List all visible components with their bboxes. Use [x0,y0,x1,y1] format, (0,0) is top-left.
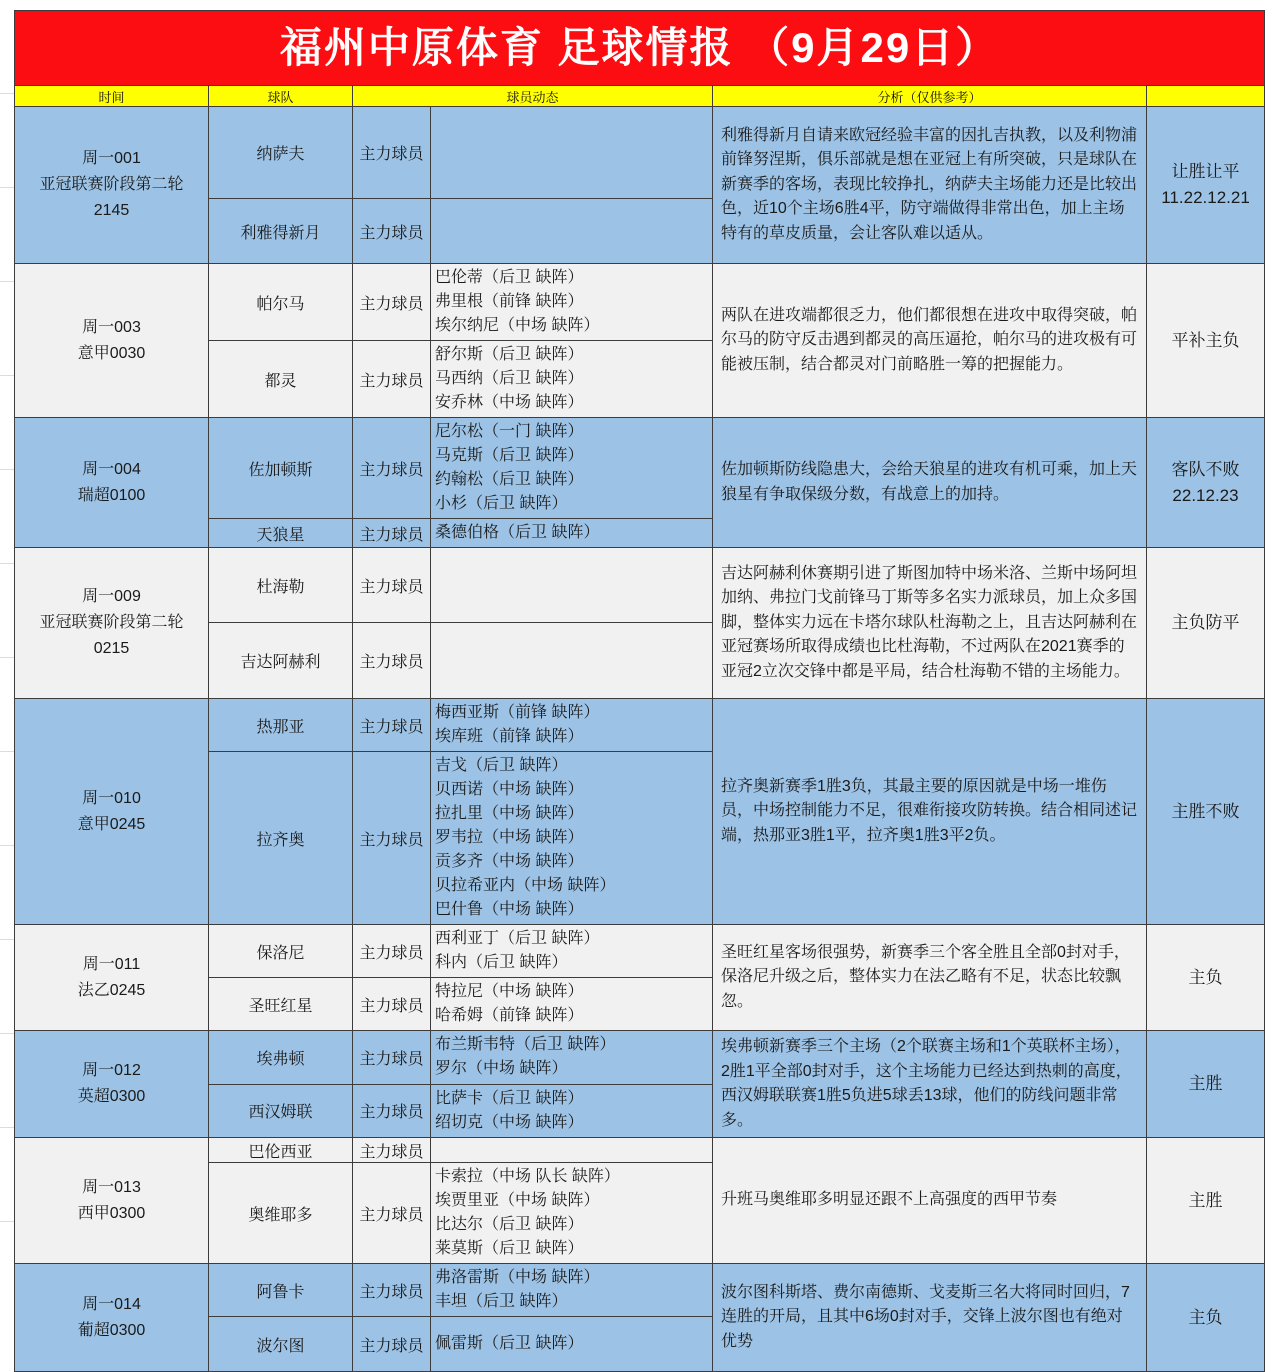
injury-line: 舒尔斯（后卫 缺阵） [435,346,584,363]
page-title: 福州中原体育 足球情报 （9月29日） [279,24,1000,71]
analysis-cell: 埃弗顿新赛季三个主场（2个联赛主场和1个英联杯主场），2胜1平全部0封对手，这个主场能力已经达到热刺的高度，西汉姆联联赛1胜5负进5球丢13球，他们的防线问题非常多。 [713,1031,1147,1138]
injury-line: 贝拉希亚内（中场 缺阵） [435,877,616,894]
injury-line: 小杉（后卫 缺阵） [435,495,568,512]
col-header-time: 时间 [15,86,209,107]
injury-line: 莱莫斯（后卫 缺阵） [435,1240,584,1257]
injuries-cell [431,1138,713,1163]
time-line: 2145 [93,202,130,219]
prediction-cell [1147,548,1265,699]
injuries-cell [431,925,713,978]
col-header-player-news: 球员动态 [353,86,713,107]
injury-line: 尼尔松（一门 缺阵） [435,423,584,440]
injury-line: 贝西诺（中场 缺阵） [435,781,584,798]
prediction-cell [1147,925,1265,1031]
time-line: 周一001 [82,150,141,167]
sheet [14,10,1264,1372]
prediction-cell [1147,699,1265,925]
match-row [15,418,1265,519]
injuries-cell [431,623,713,699]
team-cell: 天狼星 [209,519,353,548]
match-table [14,10,1265,1372]
injury-line: 科内（后卫 缺阵） [435,954,568,971]
col-header-team: 球队 [209,86,353,107]
injuries-cell [431,1031,713,1085]
team-cell: 波尔图 [209,1317,353,1372]
injury-line: 罗尔（中场 缺阵） [435,1060,568,1078]
team-cell: 纳萨夫 [209,107,353,199]
status-cell: 主力球员 [353,341,431,418]
injury-line: 贡多齐（中场 缺阵） [435,853,584,870]
time-cell [15,264,209,418]
match-row [15,925,1265,978]
time-line: 周一012 [82,1062,141,1079]
time-cell [15,1264,209,1372]
status-cell: 主力球员 [353,978,431,1031]
match-row [15,699,1265,752]
time-line: 意甲0030 [77,344,146,362]
time-cell [15,548,209,699]
injuries-cell [431,548,713,623]
injury-line: 丰坦（后卫 缺阵） [435,1293,568,1310]
time-cell [15,1031,209,1138]
time-cell [15,418,209,548]
analysis-cell: 两队在进攻端都很乏力，他们都很想在进攻中取得突破，帕尔马的防守反击遇到都灵的高压逼抢，帕尔马的进攻极有可能被压制，结合都灵对门前略胜一筹的把握能力。 [713,264,1147,418]
status-cell: 主力球员 [353,519,431,548]
injuries-cell [431,341,713,418]
injury-line: 哈希姆（前锋 缺阵） [435,1007,584,1024]
team-cell: 都灵 [209,341,353,418]
injury-line: 卡索拉（中场 队长 缺阵） [435,1168,620,1185]
prediction-line: 让胜让平 [1171,162,1240,181]
column-header-row [15,86,1265,107]
injury-line: 马西纳（后卫 缺阵） [435,370,584,387]
status-cell: 主力球员 [353,107,431,199]
prediction-line: 主胜 [1188,1074,1223,1093]
time-line: 西甲0300 [77,1204,146,1222]
time-line: 亚冠联赛阶段第二轮 [39,176,184,193]
team-cell: 阿鲁卡 [209,1264,353,1317]
time-cell [15,699,209,925]
injury-line: 弗洛雷斯（中场 缺阵） [435,1269,600,1286]
time-line: 亚冠联赛阶段第二轮 [39,614,184,631]
status-cell: 主力球员 [353,548,431,623]
time-line: 周一013 [82,1178,141,1196]
prediction-cell [1147,1264,1265,1372]
injury-line: 桑德伯格（后卫 缺阵） [435,524,600,541]
injury-line: 马克斯（后卫 缺阵） [435,447,584,464]
prediction-line: 主负 [1188,1307,1223,1327]
status-cell: 主力球员 [353,1264,431,1317]
injury-line: 埃尔纳尼（中场 缺阵） [435,317,600,334]
time-line: 周一004 [82,460,141,478]
injury-line: 弗里根（前锋 缺阵） [435,293,584,310]
status-cell: 主力球员 [353,752,431,925]
injury-line: 安乔林（中场 缺阵） [435,394,584,411]
analysis-cell: 吉达阿赫利休赛期引进了斯图加特中场米洛、兰斯中场阿坦加纳、弗拉门戈前锋马丁斯等多名实力派球员，加上众多国脚，整体实力远在卡塔尔球队杜海勒之上，且吉达阿赫利在亚冠赛场所取得成绩也比杜海勒，不过两队在2021赛季的亚冠2立次交锋中都是平局，结合杜海勒不错的主场能力。 [713,548,1147,699]
team-cell: 利雅得新月 [209,199,353,264]
analysis-cell: 圣旺红星客场很强势，新赛季三个客全胜且全部0封对手，保洛尼升级之后，整体实力在法乙略有不足，状态比较飘忽。 [713,925,1147,1031]
injuries-cell [431,107,713,199]
prediction-cell [1147,418,1265,548]
status-cell: 主力球员 [353,699,431,752]
analysis-cell: 佐加顿斯防线隐患大，会给天狼星的进攻有机可乘，加上天狼星有争取保级分数，有战意上的加持。 [713,418,1147,548]
injuries-cell [431,752,713,925]
prediction-cell [1147,1031,1265,1138]
prediction-cell [1147,264,1265,418]
prediction-line: 22.12.23 [1172,485,1239,505]
team-cell: 杜海勒 [209,548,353,623]
match-row [15,1264,1265,1317]
prediction-line: 平补主负 [1171,330,1240,350]
status-cell: 主力球员 [353,199,431,264]
analysis-cell: 利雅得新月自请来欧冠经验丰富的因扎吉执教，以及利物浦前锋努涅斯，俱乐部就是想在亚冠上有所突破，只是球队在新赛季的客场，表现比较挣扎，纳萨夫主场能力还是比较出色，近10个主场6胜4平，防守端做得非常出色，加上主场特有的草皮质量，会让客队难以适从。 [713,107,1147,264]
team-cell: 巴伦西亚 [209,1138,353,1163]
status-cell: 主力球员 [353,925,431,978]
injuries-cell [431,1163,713,1264]
match-row [15,548,1265,623]
analysis-cell: 升班马奥维耶多明显还跟不上高强度的西甲节奏 [713,1138,1147,1264]
injuries-cell [431,1264,713,1317]
injury-line: 埃库班（前锋 缺阵） [435,728,584,745]
match-row [15,1138,1265,1163]
time-line: 意甲0245 [77,815,146,833]
team-cell: 佐加顿斯 [209,418,353,519]
time-line: 法乙0245 [77,981,146,999]
prediction-line: 主胜不败 [1171,801,1240,821]
team-cell: 圣旺红星 [209,978,353,1031]
col-header-prediction [1147,86,1265,107]
time-line: 周一011 [82,955,141,973]
injury-line: 巴伦蒂（后卫 缺阵） [435,269,584,286]
injuries-cell [431,1317,713,1372]
status-cell: 主力球员 [353,623,431,699]
prediction-line: 客队不败 [1171,459,1240,479]
spreadsheet-gutter [0,0,14,1275]
status-cell: 主力球员 [353,418,431,519]
status-cell: 主力球员 [353,264,431,341]
time-line: 瑞超0100 [77,486,146,504]
injuries-cell [431,978,713,1031]
time-line: 葡超0300 [77,1321,146,1339]
time-line: 周一003 [82,318,141,336]
time-line: 周一010 [82,789,141,807]
col-header-analysis: 分析（仅供参考） [713,86,1147,107]
match-row [15,1031,1265,1085]
injury-line: 约翰松（后卫 缺阵） [435,471,584,488]
injury-line: 罗韦拉（中场 缺阵） [435,829,584,846]
status-cell: 主力球员 [353,1163,431,1264]
injury-line: 西利亚丁（后卫 缺阵） [435,930,600,947]
status-cell: 主力球员 [353,1317,431,1372]
injuries-cell [431,1084,713,1138]
injury-line: 比达尔（后卫 缺阵） [435,1216,584,1233]
status-cell: 主力球员 [353,1084,431,1138]
time-line: 周一009 [82,588,141,605]
status-cell: 主力球员 [353,1031,431,1085]
team-cell: 西汉姆联 [209,1084,353,1138]
analysis-cell: 拉齐奥新赛季1胜3负，其最主要的原因就是中场一堆伤员，中场控制能力不足，很难衔接攻防转换。结合相同述记端，热那亚3胜1平，拉齐奥1胜3平2负。 [713,699,1147,925]
prediction-cell [1147,107,1265,264]
injury-line: 吉戈（后卫 缺阵） [435,757,568,774]
injuries-cell [431,418,713,519]
team-cell: 埃弗顿 [209,1031,353,1085]
match-row [15,107,1265,199]
injury-line: 比萨卡（后卫 缺阵） [435,1089,584,1107]
injury-line: 布兰斯韦特（后卫 缺阵） [435,1036,616,1054]
team-cell: 热那亚 [209,699,353,752]
prediction-line: 主负防平 [1171,613,1240,632]
prediction-line: 主负 [1188,967,1223,987]
time-line: 周一014 [82,1295,141,1313]
injury-line: 特拉尼（中场 缺阵） [435,983,584,1000]
injuries-cell [431,199,713,264]
injuries-cell [431,264,713,341]
team-cell: 奥维耶多 [209,1163,353,1264]
injury-line: 巴什鲁（中场 缺阵） [435,901,584,918]
injury-line: 梅西亚斯（前锋 缺阵） [435,704,600,721]
team-cell: 帕尔马 [209,264,353,341]
injury-line: 绍切克（中场 缺阵） [435,1113,584,1131]
time-cell [15,925,209,1031]
time-cell [15,1138,209,1264]
injuries-cell [431,699,713,752]
injuries-cell [431,519,713,548]
analysis-cell: 波尔图科斯塔、费尔南德斯、戈麦斯三名大将同时回归，7连胜的开局，且其中6场0封对手，交锋上波尔图也有绝对优势 [713,1264,1147,1372]
team-cell: 拉齐奥 [209,752,353,925]
title-banner [15,11,1265,86]
prediction-line: 11.22.12.21 [1161,188,1250,207]
title-row [15,11,1265,86]
injury-line: 佩雷斯（后卫 缺阵） [435,1335,584,1352]
time-line: 0215 [93,640,130,657]
match-row [15,264,1265,341]
prediction-cell [1147,1138,1265,1264]
status-cell: 主力球员 [353,1138,431,1163]
team-cell: 吉达阿赫利 [209,623,353,699]
time-line: 英超0300 [77,1088,146,1105]
injury-line: 拉扎里（中场 缺阵） [435,805,584,822]
prediction-line: 主胜 [1188,1190,1223,1210]
time-cell [15,107,209,264]
team-cell: 保洛尼 [209,925,353,978]
injury-line: 埃贾里亚（中场 缺阵） [435,1192,600,1209]
